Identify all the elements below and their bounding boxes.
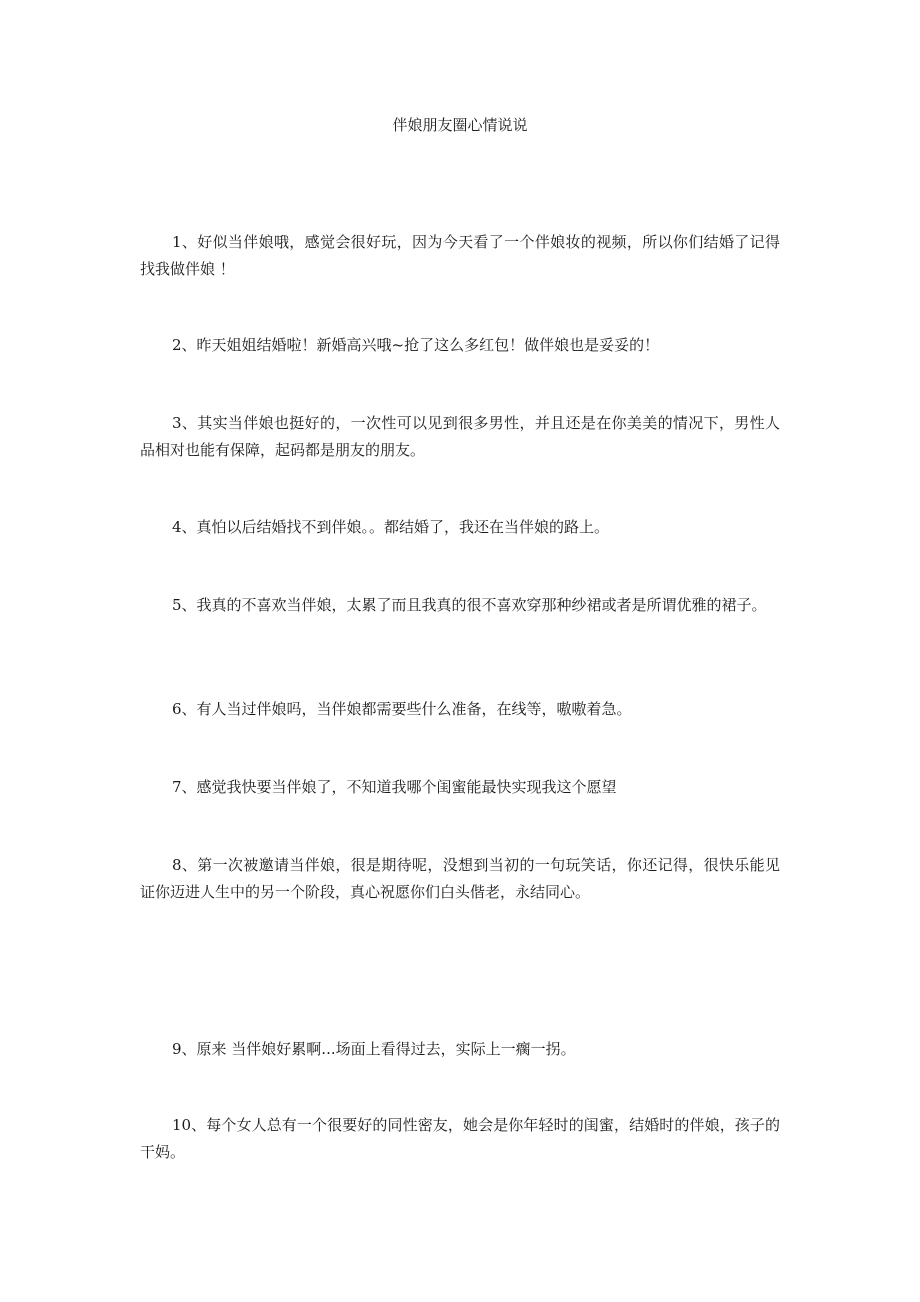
paragraph-7: 7、感觉我快要当伴娘了，不知道我哪个闺蜜能最快实现我这个愿望	[172, 778, 617, 796]
paragraph-8: 8、第一次被邀请当伴娘，很是期待呢，没想到当初的一句玩笑话，你还记得，很快乐能见证你迈进人生中的另一个阶段，真心祝愿你们白头偕老，永结同心。	[140, 856, 780, 901]
paragraph-10: 10、每个女人总有一个很要好的同性密友，她会是你年轻时的闺蜜，结婚时的伴娘，孩子的干妈。	[140, 1116, 780, 1161]
paragraph-9: 9、原来 当伴娘好累啊...场面上看得过去，实际上一瘸一拐。	[172, 1040, 576, 1058]
paragraph-2: 2、昨天姐姐结婚啦！新婚高兴哦~抢了这么多红包！做伴娘也是妥妥的！	[172, 336, 660, 354]
paragraph-5: 5、我真的不喜欢当伴娘，太累了而且我真的很不喜欢穿那种纱裙或者是所谓优雅的裙子。	[172, 596, 767, 614]
paragraph-3: 3、其实当伴娘也挺好的，一次性可以见到很多男性，并且还是在你美美的情况下，男性人品相对也能有保障，起码都是朋友的朋友。	[140, 414, 780, 459]
document-title: 伴娘朋友圈心情说说	[392, 116, 528, 134]
paragraph-6: 6、有人当过伴娘吗，当伴娘都需要些什么准备，在线等，嗷嗷着急。	[172, 700, 632, 718]
paragraph-4: 4、真怕以后结婚找不到伴娘。。都结婚了，我还在当伴娘的路上。	[172, 518, 610, 536]
paragraph-1: 1、好似当伴娘哦，感觉会很好玩，因为今天看了一个伴娘妆的视频，所以你们结婚了记得找我做伴娘 ！	[140, 233, 780, 278]
